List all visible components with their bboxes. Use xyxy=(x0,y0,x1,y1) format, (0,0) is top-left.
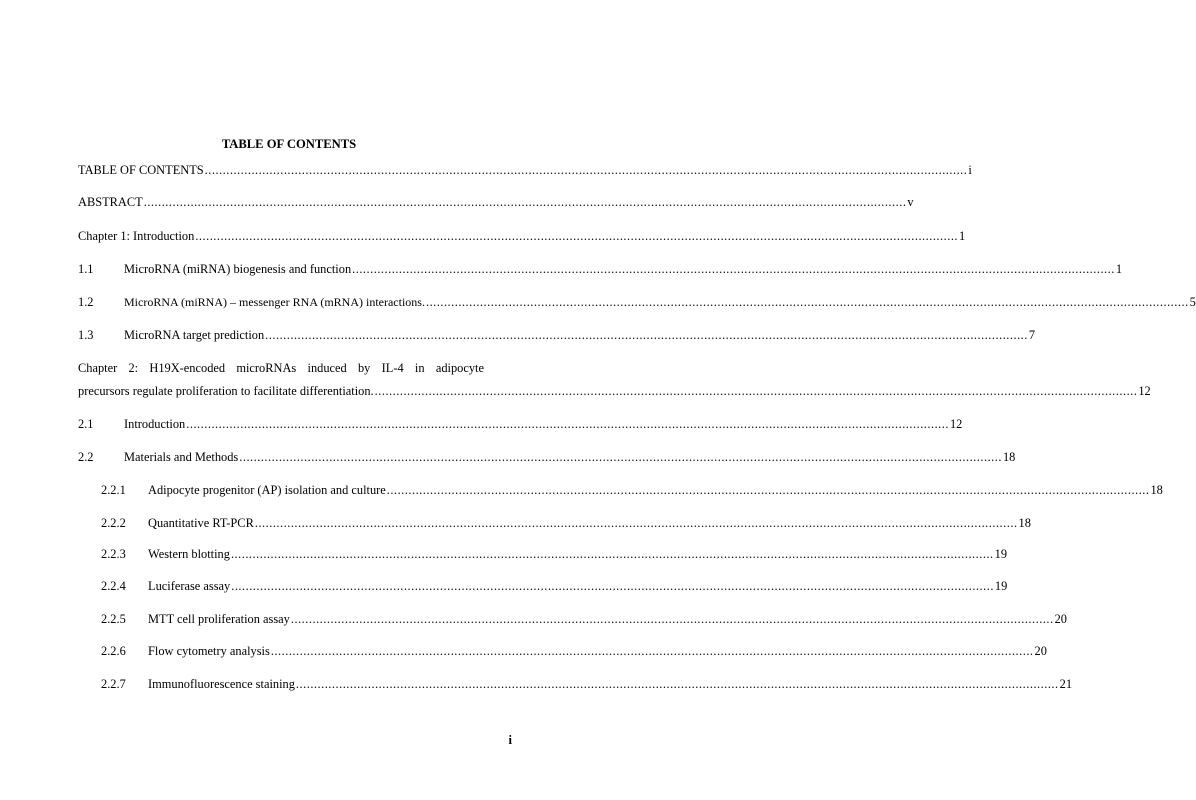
toc-entry-page: 18 xyxy=(1150,483,1163,497)
dot-leader: .................................................................................................................................................................................................................... xyxy=(265,328,1028,342)
page-title: TABLE OF CONTENTS xyxy=(221,137,357,151)
page-number: i xyxy=(508,733,512,747)
toc-entry-2-2[interactable] xyxy=(78,449,1016,465)
toc-entry-page: 1 xyxy=(1115,262,1123,276)
toc-entry-2-2-7[interactable] xyxy=(101,676,1073,692)
dot-leader: .................................................................................................................................................................................................................... xyxy=(204,163,968,177)
toc-entry-title: Flow cytometry analysis xyxy=(148,644,270,658)
dot-leader: .................................................................................................................................................................................................................... xyxy=(231,579,994,593)
toc-entry-title: MicroRNA (miRNA) – messenger RNA (mRNA) interactions. xyxy=(124,295,425,309)
toc-entry-2-2-2[interactable] xyxy=(101,515,1031,531)
toc-entry-number: 1.2 xyxy=(78,295,94,309)
dot-leader: .................................................................................................................................................................................................................... xyxy=(290,612,1054,626)
toc-entry-title: Chapter 1: Introduction xyxy=(78,229,195,243)
toc-entry-page: 7 xyxy=(1028,328,1036,342)
dot-leader: .................................................................................................................................................................................................................... xyxy=(195,229,959,243)
toc-entry-1-2[interactable] xyxy=(78,294,1196,310)
toc-entry-page: 12 xyxy=(949,417,963,431)
toc-entry-number: 1.3 xyxy=(78,328,94,342)
toc-entry-2-2-5[interactable] xyxy=(101,611,1067,627)
toc-entry-number: 2.1 xyxy=(78,417,94,431)
dot-leader: .................................................................................................................................................................................................................... xyxy=(254,516,1018,530)
toc-entry-title: Introduction xyxy=(124,417,186,431)
toc-entry-page: 21 xyxy=(1059,677,1073,691)
toc-entry-2-2-1[interactable] xyxy=(101,482,1163,498)
toc-entry-title: MTT cell proliferation assay xyxy=(148,612,290,626)
toc-entry-title: Luciferase assay xyxy=(148,579,231,593)
toc-entry-1-3[interactable] xyxy=(78,327,1036,343)
toc-entry-title: Materials and Methods xyxy=(124,450,239,464)
dot-leader: .................................................................................................................................................................................................................... xyxy=(374,384,1138,398)
toc-entry-title: TABLE OF CONTENTS xyxy=(78,163,204,177)
toc-entry-title: Adipocyte progenitor (AP) isolation and culture xyxy=(148,483,386,497)
toc-entry-page: 18 xyxy=(1018,516,1031,530)
toc-entry-page: 19 xyxy=(994,547,1008,561)
toc-entry-number: 2.2.3 xyxy=(101,547,126,561)
toc-entry-number: 2.2.5 xyxy=(101,612,126,626)
toc-entry-title: Western blotting xyxy=(148,547,230,561)
toc-entry-page: 12 xyxy=(1138,384,1151,398)
toc-entry-page: 20 xyxy=(1034,644,1047,658)
toc-entry-table-of-contents[interactable] xyxy=(78,162,972,178)
dot-leader: .................................................................................................................................................................................................................... xyxy=(295,677,1059,691)
toc-entry-2-2-4[interactable] xyxy=(101,578,1008,594)
toc-entry-title: MicroRNA (miRNA) biogenesis and function xyxy=(124,262,352,276)
dot-leader: .................................................................................................................................................................................................................... xyxy=(239,450,1002,464)
toc-entry-title: Immunofluorescence staining xyxy=(148,677,295,691)
toc-entry-1-1[interactable] xyxy=(78,261,1123,277)
toc-entry-2-1[interactable] xyxy=(78,416,963,432)
toc-entry-title: MicroRNA target prediction xyxy=(124,328,265,342)
toc-entry-number: 2.2.4 xyxy=(101,579,126,593)
dot-leader: .................................................................................................................................................................................................................... xyxy=(352,262,1115,276)
toc-entry-number: 2.2.2 xyxy=(101,516,126,530)
toc-entry-chapter-2-line-1[interactable]: Chapter 2: H19X-encoded microRNAs induced by IL-4 in adipocyte xyxy=(78,361,484,375)
toc-entry-page: 18 xyxy=(1002,450,1016,464)
toc-entry-chapter-2[interactable] xyxy=(78,383,1151,399)
toc-entry-number: 1.1 xyxy=(78,262,94,276)
dot-leader: .................................................................................................................................................................................................................... xyxy=(186,417,949,431)
toc-entry-title: Quantitative RT-PCR xyxy=(148,516,254,530)
toc-entry-number: 2.2.7 xyxy=(101,677,126,691)
toc-entry-chapter-1[interactable] xyxy=(78,228,966,244)
toc-entry-title: ABSTRACT xyxy=(78,195,143,209)
toc-entry-title: precursors regulate proliferation to facilitate differentiation. xyxy=(78,384,374,398)
dot-leader: .................................................................................................................................................................................................................... xyxy=(386,483,1150,497)
toc-entry-page: 20 xyxy=(1054,612,1067,626)
toc-entry-abstract[interactable] xyxy=(78,194,914,210)
toc-entry-page: 5 xyxy=(1189,295,1196,309)
toc-entry-2-2-3[interactable] xyxy=(101,546,1008,562)
toc-entry-number: 2.2 xyxy=(78,450,94,464)
dot-leader: .................................................................................................................................................................................................................... xyxy=(425,295,1189,309)
dot-leader: .................................................................................................................................................................................................................... xyxy=(270,644,1034,658)
toc-entry-page: v xyxy=(907,195,914,209)
dot-leader: .................................................................................................................................................................................................................... xyxy=(143,195,907,209)
toc-entry-number: 2.2.1 xyxy=(101,483,126,497)
toc-entry-page: 1 xyxy=(959,229,966,243)
toc-entry-page: 19 xyxy=(994,579,1008,593)
toc-entry-page: i xyxy=(968,163,972,177)
toc-entry-2-2-6[interactable] xyxy=(101,643,1047,659)
dot-leader: .................................................................................................................................................................................................................... xyxy=(230,547,994,561)
toc-entry-number: 2.2.6 xyxy=(101,644,126,658)
